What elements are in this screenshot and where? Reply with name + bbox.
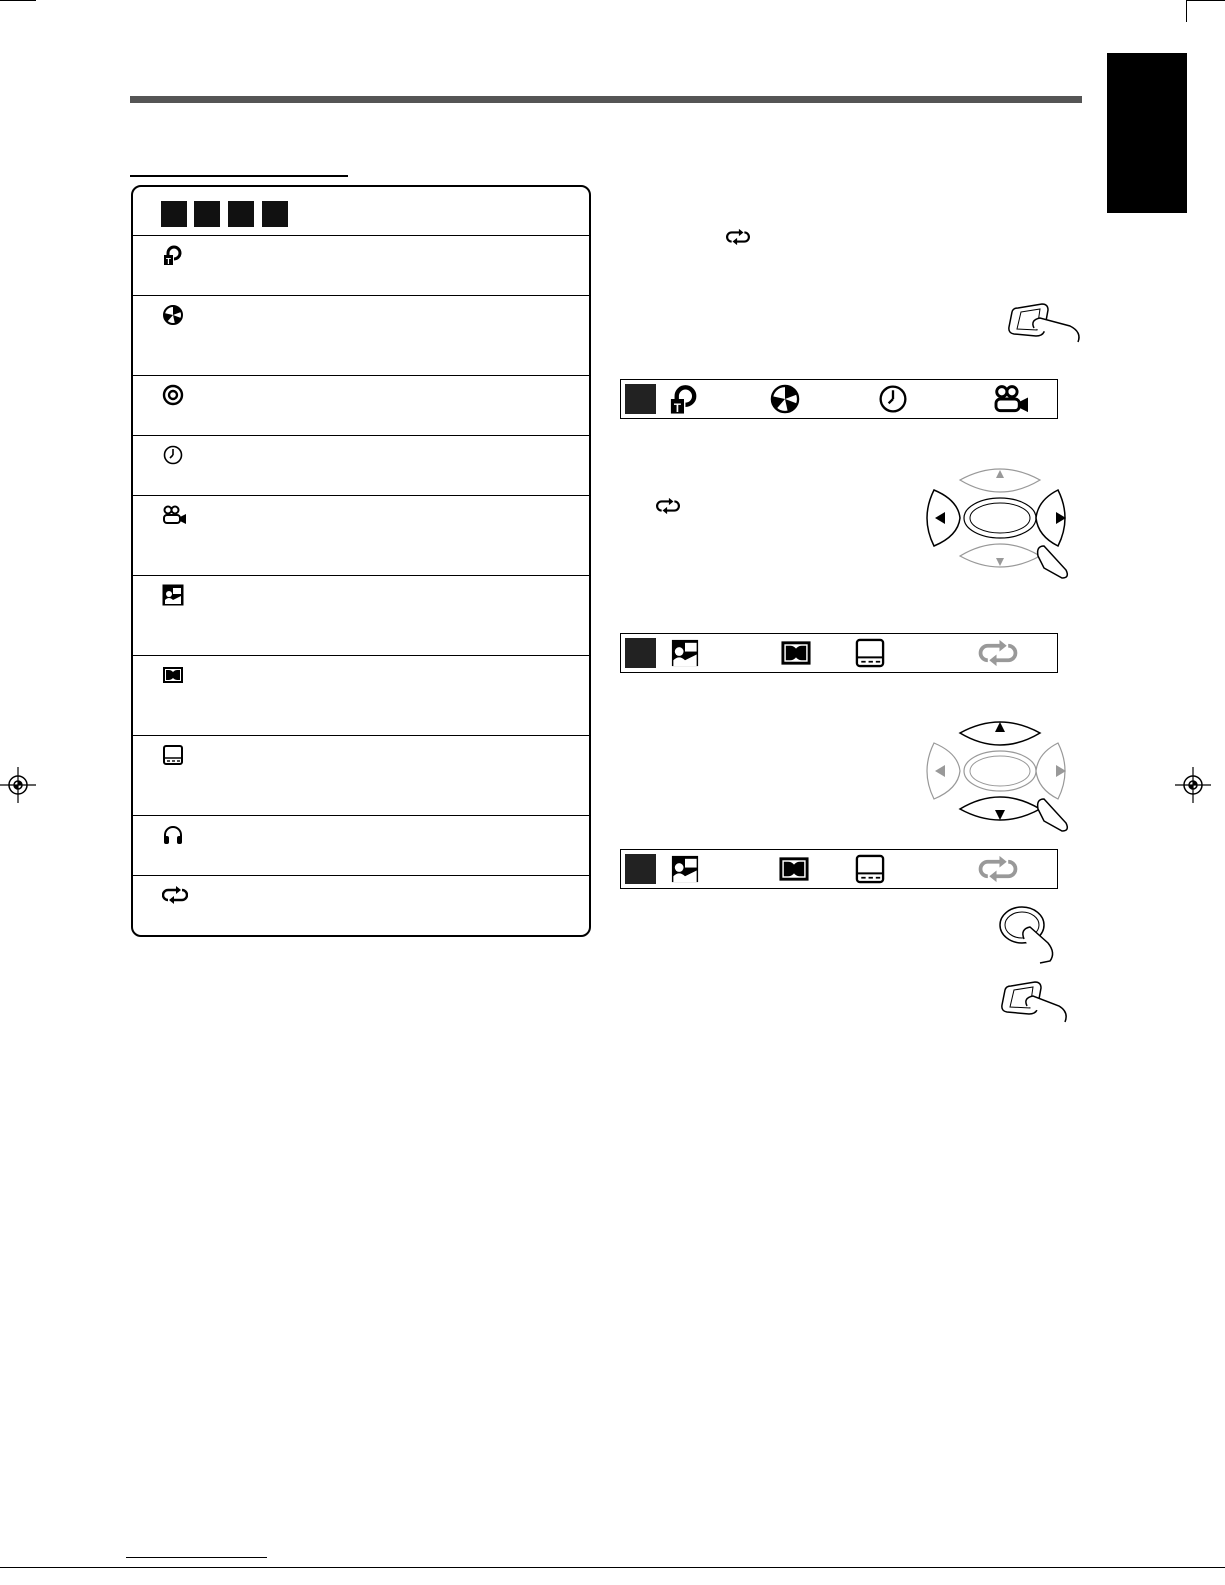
header-square	[228, 201, 254, 227]
registration-mark-icon	[1175, 767, 1211, 803]
header-square	[194, 201, 220, 227]
dolby-audio-icon	[779, 637, 813, 669]
title-icon	[667, 383, 701, 415]
osd-bar	[620, 849, 1058, 889]
chapter-disc-icon	[768, 383, 802, 415]
section-heading-underline	[130, 175, 348, 177]
headphone-icon	[162, 824, 184, 846]
table-row	[133, 435, 589, 496]
table-row	[133, 575, 589, 656]
table-row	[133, 655, 589, 736]
picture-subtitle-icon	[162, 584, 184, 606]
osd-indicator-block	[625, 854, 656, 884]
target-disc-icon	[162, 384, 184, 406]
camera-angle-icon	[993, 383, 1031, 415]
table-row	[133, 235, 589, 296]
top-rule	[130, 96, 1082, 103]
table-row	[133, 735, 589, 816]
language-tab	[1107, 53, 1187, 213]
hand-press-button-icon	[1000, 298, 1084, 348]
subtitle-screen-icon	[853, 637, 887, 669]
subtitle-screen-icon	[853, 853, 887, 885]
hand-press-round-button-icon	[996, 903, 1062, 965]
title-icon	[162, 244, 184, 266]
chapter-disc-icon	[162, 304, 184, 326]
crop-mark	[0, 0, 36, 1]
osd-indicator-block	[625, 384, 656, 414]
subtitle-screen-icon	[162, 744, 184, 766]
svg-text:T: T	[166, 257, 171, 266]
header-square	[262, 201, 288, 227]
table-row	[133, 375, 589, 436]
header-square	[161, 201, 187, 227]
dolby-audio-icon	[162, 664, 184, 686]
osd-indicator-block	[625, 638, 656, 668]
crop-mark	[1186, 0, 1187, 22]
table-row	[133, 495, 589, 576]
repeat-icon	[162, 884, 188, 906]
repeat-icon	[725, 227, 751, 247]
cursor-pad-up-down-icon	[918, 713, 1078, 833]
footer-line	[0, 1567, 1225, 1568]
camera-angle-icon	[162, 504, 188, 526]
repeat-icon	[977, 853, 1019, 885]
osd-bar	[620, 633, 1058, 673]
table-row	[133, 295, 589, 376]
registration-mark-icon	[0, 767, 36, 803]
hand-press-button-icon	[993, 976, 1077, 1028]
clock-icon	[876, 383, 910, 415]
picture-subtitle-icon	[667, 637, 703, 669]
repeat-icon	[977, 637, 1019, 669]
picture-subtitle-icon	[667, 853, 703, 885]
crop-mark	[1186, 0, 1225, 1]
repeat-icon	[655, 496, 681, 516]
table-row	[133, 875, 589, 936]
cursor-pad-left-right-icon	[918, 460, 1078, 580]
dolby-audio-icon	[777, 853, 811, 885]
clock-icon	[162, 444, 184, 466]
icon-reference-table	[131, 185, 591, 937]
table-row	[133, 815, 589, 876]
osd-bar	[620, 379, 1058, 419]
svg-text:T: T	[673, 402, 681, 415]
footer-underline	[126, 1557, 267, 1558]
